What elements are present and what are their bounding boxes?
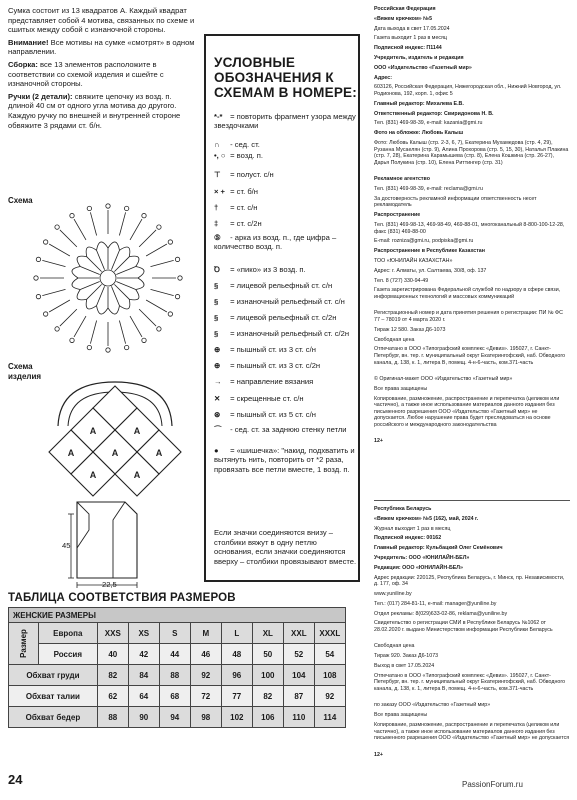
- motif-arch: [136, 278, 144, 289]
- imprint-line: Журнал выходит 1 раз в месяц: [374, 525, 451, 532]
- motif-arch: [86, 299, 96, 309]
- imprint-line: Регистрационный номер и дата принятия решения о регистрации: ПИ № ФС 77 – 78019 от 4 марта 2020 г.: [374, 310, 563, 323]
- imprint-line: Фото на обложке: Любовь Калыш: [374, 130, 464, 137]
- size-cell: 90: [128, 707, 159, 728]
- motif-arch: [97, 306, 108, 314]
- table-row: [9, 686, 346, 707]
- size-cell: XXXL: [314, 623, 345, 644]
- size-cell: XL: [252, 623, 283, 644]
- imprint-line: E-mail: rozniza@gmi.ru, podpiska@gmi.ru: [374, 238, 474, 245]
- imprint-line: Учредитель, издатель и редакция: [374, 55, 464, 61]
- motif-chain: [36, 257, 40, 261]
- motif-chain: [43, 240, 47, 244]
- imprint-line: Адрес:: [374, 74, 393, 81]
- legend-symbol: §: [214, 281, 219, 290]
- motif-stitch: [74, 316, 86, 337]
- size-table-header-row: [9, 608, 346, 623]
- assembly-paragraph: [8, 60, 198, 89]
- imprint-line: Свободная цена: [374, 336, 415, 343]
- size-cell: 72: [190, 686, 221, 707]
- legend-text: = пышный ст. из 5 ст. с/н: [230, 410, 316, 419]
- size-cell: 87: [283, 686, 314, 707]
- legend-item: [214, 446, 360, 474]
- legend-symbol: §: [214, 313, 219, 322]
- assembly-text: все 13 элементов расположите в соответствии со схемой изделия и сшейте с изнаночной стороны.: [8, 59, 164, 89]
- scheme-label: Схема: [8, 196, 33, 205]
- product-scheme-diagram: [40, 374, 190, 506]
- motif-stitch: [114, 257, 129, 272]
- motif-arch: [86, 247, 96, 257]
- page-number: 24: [8, 772, 23, 787]
- imprint-line: Дата выхода в свет 17.05.2024: [374, 25, 450, 32]
- legend-symbol: §: [214, 297, 219, 306]
- motif-stitch: [146, 300, 167, 312]
- size-cell: 104: [283, 665, 314, 686]
- row-label: Обхват груди: [9, 665, 98, 686]
- legend-symbol: ⑤: [214, 233, 221, 242]
- legend-text: = ст. с/н: [230, 203, 258, 212]
- imprint-line: Свидетельство о регистрации СМИ в Республике Беларусь №1062 от 28.02.2020 г. выдано Министерством информации Республики Беларусь: [374, 620, 553, 633]
- legend-item: [214, 112, 360, 131]
- imprint-line: Тел.: (017) 284-81-11, e-mail: manager@yunilinе.by: [374, 600, 497, 607]
- motif-chain: [142, 338, 146, 342]
- legend-symbol: ⊕: [214, 345, 221, 354]
- size-table-title: ТАБЛИЦА СООТВЕТСТВИЯ РАЗМЕРОВ: [8, 592, 236, 604]
- legend-symbol: *-*: [214, 112, 223, 121]
- legend-text: = повторить фрагмент узора между звездочками: [214, 112, 356, 131]
- motif-stitch: [111, 250, 119, 269]
- imprint-line: За достоверность рекламной информации ответственность несет рекламодатель: [374, 195, 537, 209]
- imprint-line: Все права защищены: [374, 712, 428, 719]
- size-cell: 82: [97, 665, 128, 686]
- size-cell: 68: [159, 686, 190, 707]
- legend-item: [214, 219, 360, 228]
- legend-item: [214, 233, 360, 252]
- imprint-line: Тираж 12 580. Заказ Д6-1073: [374, 326, 446, 333]
- size-cell: 50: [252, 644, 283, 665]
- square-label: А: [67, 448, 75, 458]
- imprint-line: Главный редактор: Кульбацкий Олег Семёнович: [374, 545, 503, 552]
- motif-arch: [72, 278, 80, 289]
- legend-item: [214, 265, 360, 274]
- legend-item: [214, 377, 360, 386]
- size-cell: 110: [283, 707, 314, 728]
- legend-item: [214, 410, 360, 419]
- square-label: А: [133, 470, 141, 480]
- motif-arch: [77, 256, 87, 266]
- imprint-line: Выход в свет 17.05.2024: [374, 663, 435, 669]
- legend-symbol: ⊛: [214, 410, 221, 419]
- motif-stitch: [114, 284, 129, 299]
- imprint-line: Ответственный редактор: Свиридонова Н. В.: [374, 110, 494, 117]
- motif-chain: [142, 213, 146, 217]
- legend-item: [214, 281, 360, 290]
- imprint-line: Отдел рекламы: 8(029)633-02-86, reklama@yunilinе.by: [374, 610, 508, 617]
- imprint-line: Отпечатано в ООО «Типографский комплекс «Девиз». 195027, г. Санкт-Петербург, вн. тер. г. муниципальный округ Екатерингофский, наб. Обводного канала, д. 138, к. 1, литера В, помещ. 4-н-6-часть, ком.371-часть: [374, 346, 566, 366]
- imprint-line: ООО «Издательство «Газетный мир»: [374, 64, 472, 71]
- legend-title: УСЛОВНЫЕ ОБОЗНАЧЕНИЯ К СХЕМАМ В НОМЕРЕ:: [214, 55, 357, 100]
- square-label: А: [155, 448, 163, 458]
- legend-symbol: Ꝺ: [214, 265, 220, 274]
- motif-chain: [157, 327, 161, 331]
- motif-stitch: [119, 321, 125, 344]
- motif-chain: [87, 345, 91, 349]
- attention-text: Все мотивы на сумке «смотрят» в одном направлении.: [8, 37, 195, 57]
- legend-text: = лицевой рельефный ст. с/2н: [230, 313, 337, 322]
- imprint-line: Распространение в Республике Казахстан: [374, 248, 485, 255]
- imprint-line: Учредитель: ООО «ЮНИЛАЙН-БЕЛ»: [374, 555, 470, 561]
- motif-stitch: [130, 219, 142, 240]
- motif-stitch: [42, 289, 65, 295]
- motif-chain: [168, 240, 172, 244]
- motif-chain: [175, 294, 179, 298]
- legend-note: Если значки соединяются внизу – столбики вяжут в одну петлю основания, если значки соединяются вверху – столбики провязывают вместе.: [214, 528, 357, 566]
- size-cell: 64: [128, 686, 159, 707]
- size-cell: 44: [159, 644, 190, 665]
- product-scheme-label: Схема изделия: [8, 362, 42, 381]
- legend-item: [214, 313, 360, 322]
- imprint-line: 603126, Российская Федерация, Нижегородская обл., Нижний Новгород, ул. Родионова, 192, корп. 1, офис 5: [374, 84, 562, 97]
- size-cell: 48: [221, 644, 252, 665]
- size-cell: 92: [314, 686, 345, 707]
- motif-chain: [106, 348, 110, 352]
- legend-symbol: ∩: [214, 140, 220, 149]
- size-cell: 82: [252, 686, 283, 707]
- motif-chain: [70, 338, 74, 342]
- motif-chain: [124, 206, 128, 210]
- table-row: [9, 623, 346, 644]
- size-cell: L: [221, 623, 252, 644]
- motif-chain: [36, 294, 40, 298]
- size-cell: 84: [128, 665, 159, 686]
- motif-stitch: [80, 281, 99, 289]
- legend-symbol: × +: [214, 187, 225, 196]
- motif-chain: [87, 206, 91, 210]
- legend-text: = пышный ст. из 3 ст. с/2н: [230, 361, 321, 370]
- legend-text: - сед. ст. за заднюю стенку петли: [230, 425, 347, 434]
- legend-item: [214, 361, 360, 370]
- legend-symbol: ⌒: [214, 425, 222, 434]
- motif-stitch: [87, 257, 102, 272]
- motif-chain: [55, 327, 59, 331]
- legend-text: = «шишечка»: "накид, подхватить и вытянуть нить, повторить от *2 раза, провязать все петли вместе, 1 возд. п.: [214, 446, 355, 474]
- imprint-line: Отпечатано в ООО «Типографский комплекс «Девиз». 195027, г. Санкт-Петербург, вн. тер. г. муниципальный округ Екатерингофский, наб. Обводного канала, д. 138, к. 1, литера В, помещ. 4-н-6-часть, ком.371-часть: [374, 672, 566, 692]
- motif-chain: [157, 225, 161, 229]
- legend-symbol: ⊕: [214, 361, 221, 370]
- legend-text: = пышный ст. из 3 ст. с/н: [230, 345, 316, 354]
- motif-stitch: [60, 230, 77, 247]
- motif-arch: [72, 267, 80, 278]
- imprint-line: Адрес: г. Алматы, ул. Салтаева, 30/8, оф. 137: [374, 267, 487, 274]
- legend-item: [214, 140, 360, 149]
- motif-stitch: [119, 212, 125, 235]
- legend-item: [214, 187, 360, 196]
- legend-item: [214, 151, 360, 160]
- size-cell: 100: [252, 665, 283, 686]
- imprint-line: Фото: Любовь Калыш (стр. 2-3, 6, 7), Екатерина Мухамедова (стр. 4, 29), Рузанна Мусаелян (стр. 9), Алина Прохорова (стр. 5, 15, 30), Наталья Плакина (стр. 7, 28), Екатерина Карамышева (стр. 8), Елена Кошкина (стр. 26-27), Дарья Полукина (стр. 10), Елена Риттингер (стр. 31): [374, 140, 569, 166]
- square-label: А: [89, 426, 97, 436]
- size-cell: 77: [221, 686, 252, 707]
- motif-stitch: [111, 286, 119, 305]
- motif-chain: [124, 345, 128, 349]
- motif-stitch: [49, 300, 70, 312]
- size-cell: 52: [283, 644, 314, 665]
- legend-symbol: §: [214, 329, 219, 338]
- motif-chain: [34, 276, 38, 280]
- table-row: [9, 707, 346, 728]
- legend-symbol: →: [214, 377, 222, 386]
- motif-stitch: [139, 309, 156, 326]
- size-cell: 102: [221, 707, 252, 728]
- motif-stitch: [60, 309, 77, 326]
- legend-symbol: †: [214, 203, 219, 212]
- size-cell: M: [190, 623, 221, 644]
- motif-stitch: [151, 260, 174, 266]
- size-cell: XXL: [283, 623, 314, 644]
- imprint-line: 12+: [374, 751, 383, 758]
- motif-stitch: [139, 230, 156, 247]
- imprint-line: Адрес редакции: 220125, Республика Беларусь, г. Минск, пр. Независимости, д. 177, оф. 34: [374, 574, 565, 588]
- legend-text: = ст. б/н: [230, 187, 258, 196]
- row-label: Россия: [38, 644, 97, 665]
- size-cell: 88: [159, 665, 190, 686]
- intro-paragraph: Сумка состоит из 13 квадратов А. Каждый квадрат представляет собой 4 мотива, связанных по схеме и сшитых между собой с изнаночной стороны.: [8, 6, 195, 35]
- table-row: [9, 665, 346, 686]
- size-cell: 96: [221, 665, 252, 686]
- imprint-line: ТОО «ЮНИЛАЙН КАЗАХСТАН»: [374, 258, 453, 264]
- legend-text: = изнаночный рельефный ст. с/н: [230, 297, 345, 306]
- imprint-line: www.yunilinе.by: [374, 591, 412, 597]
- square-label: А: [111, 448, 119, 458]
- attention-label: Внимание!: [8, 37, 49, 47]
- size-cell: 94: [159, 707, 190, 728]
- motif-stitch: [90, 212, 96, 235]
- imprint-line: Тираж 920. Заказ Д6-1073: [374, 653, 439, 660]
- motif-scheme-diagram: [20, 196, 190, 361]
- motif-arch: [129, 289, 139, 299]
- imprint-line: Подписной индекс: П1144: [374, 45, 442, 52]
- dimension-height: 45: [62, 541, 71, 550]
- size-table: [8, 607, 346, 728]
- row-label: Обхват бедер: [9, 707, 98, 728]
- motif-stitch: [74, 219, 86, 240]
- legend-text: - сед. ст.: [230, 140, 260, 149]
- size-cell: 42: [128, 644, 159, 665]
- imprint-line: Российская Федерация: [374, 6, 436, 12]
- size-cell: 106: [252, 707, 283, 728]
- imprint-line: «Вяжем крючком» №5: [374, 15, 433, 22]
- motif-chain: [178, 276, 182, 280]
- size-cell: 114: [314, 707, 345, 728]
- motif-chain: [55, 225, 59, 229]
- legend-item: [214, 425, 360, 434]
- motif-arch: [108, 306, 119, 314]
- imprint-line: Тел. (831) 469-98-13, 469-98-49, 469-88-01, многоканальный 8-800-100-12-28, факс (831) 469-88-00: [374, 222, 565, 235]
- motif-stitch: [87, 284, 102, 299]
- legend-symbol: ✕: [214, 394, 221, 403]
- motif-arch: [97, 242, 108, 250]
- motif-arch: [136, 267, 144, 278]
- motif-arch: [119, 299, 129, 309]
- size-cell: 88: [97, 707, 128, 728]
- size-cell: 98: [190, 707, 221, 728]
- legend-item: [214, 394, 360, 403]
- imprint-divider: [374, 500, 570, 501]
- imprint-line: Газета выходит 1 раз в месяц: [374, 35, 447, 42]
- size-cell: S: [159, 623, 190, 644]
- legend-symbol: •, ○: [214, 151, 226, 160]
- size-cell: 108: [314, 665, 345, 686]
- motif-stitch: [42, 260, 65, 266]
- legend-text: - арка из возд. п., где цифра – количество возд. п.: [214, 233, 337, 252]
- motif-chain: [175, 257, 179, 261]
- size-cell: 46: [190, 644, 221, 665]
- handles-paragraph: [8, 92, 198, 130]
- motif-stitch: [116, 281, 135, 289]
- motif-stitch: [97, 286, 105, 305]
- square-label: А: [89, 470, 97, 480]
- imprint-line: Редакция: ООО «ЮНИЛАЙН-БЕЛ»: [374, 564, 463, 571]
- imprint-line: Копирование, размножение, распространение и перепечатка (целиком или частично), а также иное использование материалов данного издания без письменного разрешения ООО «Издательство «Газетный мир» не допускается. Любое нарушение права будет преследоваться на основе российского и международного законодательства: [374, 395, 560, 428]
- legend-symbol: ‡: [214, 219, 219, 228]
- legend-text: = возд. п.: [230, 151, 263, 160]
- table-row: [9, 644, 346, 665]
- motif-center-ring: [100, 270, 116, 286]
- size-cell: 40: [97, 644, 128, 665]
- imprint-line: по заказу ООО «Издательство «Газетный мир»: [374, 702, 491, 709]
- motif-stitch: [151, 289, 174, 295]
- legend-text: = направление вязания: [230, 377, 314, 386]
- legend-item: [214, 297, 360, 306]
- size-cell: 62: [97, 686, 128, 707]
- bag-side-outline: [77, 502, 137, 578]
- size-label-cell: [9, 623, 39, 665]
- legend-item: [214, 170, 360, 179]
- motif-stitch: [90, 321, 96, 344]
- square-label: А: [133, 426, 141, 436]
- motif-chain: [168, 312, 172, 316]
- imprint-line: Свободная цена: [374, 643, 415, 650]
- imprint-line: Копирование, размножение, распространение и перепечатка (целиком или частично), а также иное использование материалов данного издания без письменного разрешения ООО «Издательство «Газетный мир» не допускается: [374, 722, 570, 742]
- imprint-line: «Вяжем крючком» №5 (162), май, 2024 г.: [374, 515, 479, 522]
- legend-symbol: ●: [214, 446, 219, 455]
- motif-stitch: [80, 267, 99, 275]
- dimension-width: 22,5: [102, 580, 117, 589]
- bag-side-view-diagram: [55, 490, 165, 590]
- legend-text: = ст. с/2н: [230, 219, 262, 228]
- legend-text: = лицевой рельефный ст. с/н: [230, 281, 333, 290]
- motif-stitch: [49, 244, 70, 256]
- motif-arch: [129, 256, 139, 266]
- site-watermark: PassionForum.ru: [462, 780, 523, 789]
- assembly-label: Сборка:: [8, 59, 38, 69]
- size-cell: XXS: [97, 623, 128, 644]
- size-rotated-label: Размер: [18, 629, 28, 658]
- motif-stitch: [146, 244, 167, 256]
- imprint-line: Тел. (831) 469-98-39, e-mail: reclama@gmi.ru: [374, 186, 483, 192]
- instructions-column: [8, 6, 198, 133]
- size-cell: 54: [314, 644, 345, 665]
- imprint-line: Рекламное агентство: [374, 176, 430, 183]
- legend-item: [214, 329, 360, 338]
- size-table-header: ЖЕНСКИЕ РАЗМЕРЫ: [9, 608, 346, 623]
- imprint-line: 12+: [374, 438, 383, 445]
- motif-stitch: [130, 316, 142, 337]
- motif-arch: [77, 289, 87, 299]
- legend-symbol: ⊤: [214, 170, 221, 179]
- row-label: Европа: [38, 623, 97, 644]
- legend-item: [214, 203, 360, 212]
- handles-label: Ручки (2 детали):: [8, 91, 73, 101]
- handles-text: свяжите цепочку из возд. п. длиной 40 см от одного угла мотива до другого. Каждую ручку по внешней и внутренней стороне обвяжите 3 рядами ст. б/н.: [8, 91, 181, 130]
- legend-text: = полуст. с/н: [230, 170, 274, 179]
- imprint-line: Тел. 8 (727) 330-94-49: [374, 277, 429, 284]
- size-cell: XS: [128, 623, 159, 644]
- attention-paragraph: [8, 38, 198, 57]
- imprint-line: Тел. (831) 469-98-39, e-mail: kazania@gmi.ru: [374, 120, 483, 127]
- motif-chain: [43, 312, 47, 316]
- legend-text: = «пико» из 3 возд. п.: [230, 265, 306, 274]
- motif-chain: [70, 213, 74, 217]
- legend-item: [214, 345, 360, 354]
- size-cell: 92: [190, 665, 221, 686]
- imprint-line: Все права защищены: [374, 385, 428, 392]
- imprint-line: Подписной индекс: 00162: [374, 535, 442, 542]
- motif-chain: [106, 204, 110, 208]
- row-label: Обхват талии: [9, 686, 98, 707]
- imprint-line: Распространение: [374, 212, 421, 219]
- motif-stitch: [97, 250, 105, 269]
- motif-arch: [119, 247, 129, 257]
- imprint-line: Газета зарегистрирована Федеральной службой по надзору в сфере связи, информационных технологий и массовых коммуникаций: [374, 287, 561, 300]
- imprint-line: Республика Беларусь: [374, 506, 432, 512]
- motif-arch: [108, 242, 119, 250]
- imprint-line: © Оригинал-макет ООО «Издательство «Газетный мир»: [374, 376, 513, 382]
- legend-text: = скрещенные ст. с/н: [230, 394, 304, 403]
- motif-stitch: [116, 267, 135, 275]
- imprint-line: Главный редактор: Михалева Е.В.: [374, 100, 464, 107]
- legend-text: = изнаночный рельефный ст. с/2н: [230, 329, 350, 338]
